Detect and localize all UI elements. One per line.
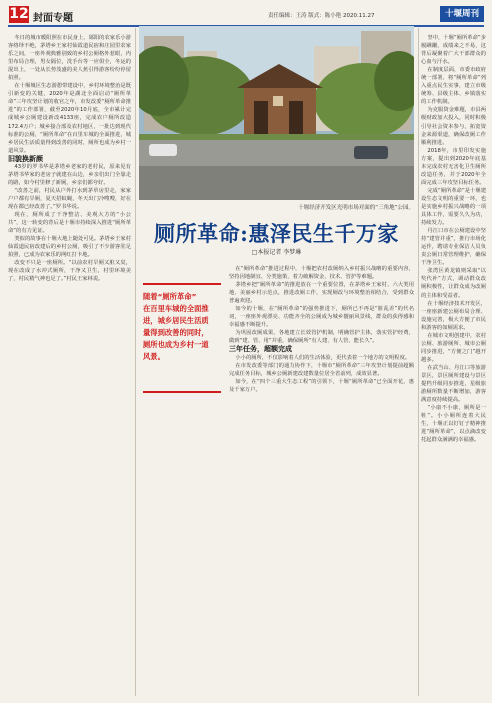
pull-quote — [143, 283, 221, 393]
subheading: 旧貌换新颜 — [8, 154, 43, 163]
article-headline: 厕所革命:惠泽民生千万家 — [154, 221, 399, 246]
paragraph: 类似的故事在十堰大地上随处可见。茅塔乡王家村仙霞道民宿改建后的乡村公厕，吸引了不少游客驻足拍照，已成为农家乐的网红打卡地。 — [8, 236, 131, 259]
pull-quote-line: 随着“厕所革命” — [143, 292, 197, 301]
paragraph: 在十堰经济技术开发区，一座座新建公厕布局合理、设施完善，极大方便了市民和游客的如厕需求。 — [421, 300, 486, 331]
paragraph: 改变不只是一座厕所。“以前农村旱厕又脏又臭，现在改成了水冲式厕所，干净又卫生，村里环境美了，村民精气神也足了。”村民王家林说。 — [8, 260, 131, 283]
paragraph: 坚中，十堰“厕所革命”步履蹒跚，成绩来之不易，这背后凝聚着广大干部群众的心血与汗水。 — [421, 35, 486, 66]
text-column-3 — [421, 34, 486, 696]
paragraph: 如今的十堰，在“厕所革命”的强势推进下，厕所已不再是“脏乱差”的代名词，一座座外观漂亮、功能齐全的公厕成为城乡靓丽风景线，群众的获得感和幸福感不断提升。 — [229, 306, 414, 329]
text-column-2 — [229, 265, 414, 696]
paragraph: 在城市文明创建中，农村公厕、旅游厕所、城市公厕同步推进，“方便之门”越开越多。 — [421, 332, 486, 363]
page-header — [0, 0, 492, 24]
newspaper-brand: 十堰周刊 — [440, 6, 484, 22]
pull-quote-line: 量得到改善的同时， — [143, 328, 209, 337]
page-number: 12 — [9, 6, 29, 22]
paragraph: 小小的厕所，不仅影响着人们的生活体验，更代表着一个地方的文明程度。 — [235, 354, 411, 361]
paragraph: 在市发改委等部门的通力协作下，十堰市“厕所革命”三年攻坚计划提前超额完成任务目标，城乡公厕新建改建数量位居全省前列，成效显著。 — [229, 362, 414, 377]
paragraph: 完成“厕所革命”是十堰建设生态文明的重要一环，也是实施乡村振兴战略的一项具体工作，需要久久为功，持续发力。 — [421, 187, 486, 227]
pull-quote-line: 进，城乡居民生活质 — [143, 316, 209, 325]
paragraph: 茅塔乡把“厕所革命”的推进放在一个重要位置，在茅塔乡王家村、六大类用地、美丽乡村示范点，推进改厕工作，实现厕改与环境整治相结合，受到群众普遍欢迎。 — [229, 282, 414, 305]
paragraph: 在“厕所革命”推进过程中，十堰把农村改厕纳入乡村振兴战略的重要内容，坚持因地制宜、分类施策，着力破解资金、技术、管护等难题。 — [229, 266, 414, 281]
column-divider — [418, 28, 419, 696]
pull-quote-line: 在百里车城的全面推 — [143, 304, 209, 313]
paragraph: 在武当山、丹江口等旅游景区，景区厕所建设与景区提档升级同步推进，星级旅游厕所数量不断增加，游客满意度持续提高。 — [421, 364, 486, 404]
park-photo-image — [139, 26, 414, 200]
paragraph: 现在，厕所成了干净整洁、美观大方的“小公共”，这一转变的背后是十堰市持续深入推进“厕所革命”的有力见证。 — [8, 212, 131, 235]
paragraph: 丹江口市在公厕建设中坚持“建管并重”，推行市场化运作，聘请专业保洁人员负责公厕日常管理维护，确保干净卫生。 — [421, 228, 486, 267]
paragraph: 为克服资金难题，市县两级财政加大投入，同时积极引导社会资本参与，拓宽资金来源渠道，确保改厕工作顺利推进。 — [421, 107, 486, 146]
paragraph: 在十堰城区生态游憩带建设中，乡村环境整治是既引新变的关键，2020年是湖北全面启动“厕所革命”三年攻坚计划的收官之年，市发改委“厕所革命推进”的工作部署，截至2020年10月底，全市累计完成城乡公厕建设新改4133座，完成农户厕所改造172.4万户；城乡接合部及农村地区，一批达到现代标准的公厕，“厕所革命”在百里车城的全面推进，城乡居民生活质量得到改善的同时，厕所也成为乡村一道风景。 — [8, 83, 131, 154]
article-byline: □本报记者 李梦琳 — [251, 249, 302, 256]
editor-meta: 责任编辑：王涛 版式：陈小艳 2020.11.27 — [268, 13, 375, 19]
paragraph: 如今，在“四个三重大生态工程”的引领下，十堰“厕所革命”已全面开花，惠及千家万户。 — [229, 378, 414, 393]
subheading: 三年任务，超额完成 — [229, 345, 292, 354]
paragraph: 43岁的罗书华是茅塔乡老家的老村民，原来见有茅塔书华家的老房子就建在山边，乡亲们出门全靠走的路，如今村里修了新厕，乡亲们都夸好。 — [8, 163, 131, 186]
paragraph: “改善之前，村民从户外打水到茅草房里走，家家户户都有旱厕，夏天招蚊蝇，冬天出门冷嗖嗖，好在现在都已经改善了。”罗书华说。 — [8, 187, 131, 210]
paragraph: 在制度层面，市委市政府统一部署，将“厕所革命”列入重点民生实事，建立市级统筹、县级主体、乡镇落实的工作机制。 — [421, 67, 486, 106]
paragraph: 为巩固改厕成果，各地建立长效管护机制，明确管护主体，落实管护经费，做到“建、管、用”并重，确保厕所“有人建、有人管、能长久”。 — [229, 330, 414, 345]
paragraph: 冬日的城市暖阳照在市民身上，郧阳的农家乐小游客络绎不绝，茅塔乡王家村仙霞道民宿和庄园里农家乐之间，一座外观典雅别致的乡村公厕格外惹眼，内里布局合理，男女隔位，洗手台等一应俱全，冬运的混出上，一处从长势茂盛的美人蕉引得游客纷纷停留拍照。 — [8, 35, 131, 82]
paragraph: 2018年，市里印发实施方案，提出到2020年底基本完成农村无害化卫生厕所改造任务，并于2020年全面完成三年攻坚目标任务。 — [421, 147, 486, 186]
section-title: 封面专题 — [33, 13, 73, 24]
photo-caption: 十堰经济开发区光明市场对面的“三角地”公园。 — [298, 205, 414, 211]
park-photo — [139, 26, 414, 200]
pull-quote-line: 风景。 — [143, 352, 165, 361]
pull-quote-line: 厕所也成为乡村一道 — [143, 340, 209, 349]
column-divider — [135, 28, 136, 696]
text-column-1 — [8, 34, 131, 696]
paragraph: “小康不小康，厕所是一桩”。小小厕所连着大民生，十堰正以钉钉子精神推进“厕所革命”，以点滴改变托起群众满满的幸福感。 — [421, 405, 486, 444]
paragraph: 张湾区黄龙镇则采取“以奖代补”方式，调动群众改厕积极性，让群众成为改厕的主体和受益者。 — [421, 268, 486, 299]
